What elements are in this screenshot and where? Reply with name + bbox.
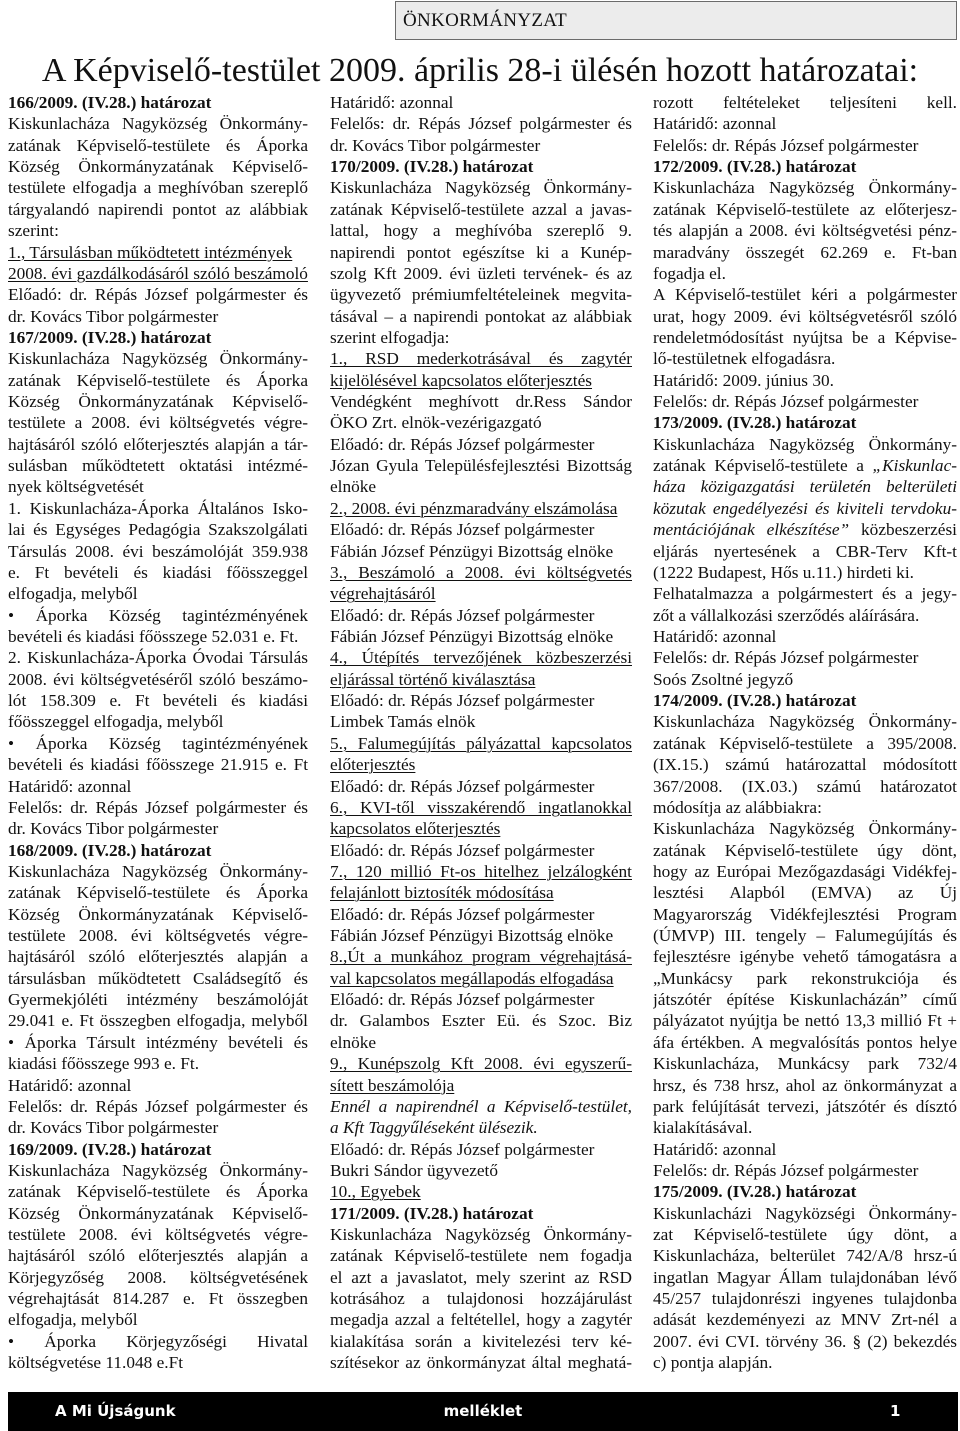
text-line: Határidő: azonnal xyxy=(653,626,777,646)
text-line: c) pontja alapján. xyxy=(653,1353,773,1373)
text-line: zatának Képviselő-testülete és Áporka xyxy=(8,1182,308,1202)
agenda-item-line: 10., Egyebek xyxy=(330,1182,421,1202)
text-line: Felelős: dr. Répás József polgármester és xyxy=(330,114,632,134)
text-line: Kiskunlacháza, belterület 742/A/8 hrsz-ú xyxy=(653,1246,957,1266)
resolution-heading: 168/2009. (IV.28.) határozat xyxy=(8,840,212,860)
text-line: Határidő: azonnal xyxy=(653,114,777,134)
text-line: dr. Galambos Eszter Eü. és Szoc. Biz xyxy=(330,1011,632,1031)
text-line: zat Képviselő-testülete úgy dönt, a xyxy=(653,1225,957,1245)
text-line: zatának Képviselő-testülete nem fogadja xyxy=(330,1246,632,1266)
text-line: Felhatalmazza a polgármestert és a jegy- xyxy=(653,584,957,604)
text-line: megadja azzal a feltétellel, hogy a zagytér xyxy=(330,1310,632,1330)
agenda-item-line: 7., 120 millió Ft-os hitelhez jelzálogként xyxy=(330,861,632,881)
resolution-heading: 169/2009. (IV.28.) határozat xyxy=(8,1139,212,1159)
text-line: kialakításával. xyxy=(653,1118,753,1138)
text-line: Előadó: dr. Répás József polgármester xyxy=(330,605,595,625)
text-line: zatának Képviselő-testülete azzal a javas- xyxy=(330,199,632,219)
text-line: bevételi és kiadási főösszege 52.031 e. Ft. xyxy=(8,626,299,646)
text-line: tárgyalandó napirendi pontot az alábbiak xyxy=(8,199,308,219)
text-line: szolg Kft 2009. évi üzleti tervének- és az xyxy=(330,263,632,283)
agenda-item-line: felajánlott biztosíték módosítása xyxy=(330,883,554,903)
text-line: Község Önkormányzatának Képviselő- xyxy=(8,904,308,924)
text-line: közutak engedélyezési és kiviteli tervdoku- xyxy=(653,498,957,518)
text-segment: mentációjának elkészítése” xyxy=(653,520,850,540)
text-line: Józan Gyula Településfejlesztési Bizottság xyxy=(330,456,632,476)
text-line: hajtásáról szóló előterjesztés alapján a xyxy=(8,947,308,967)
agenda-item-line: 9., Kunépszolg Kft 2008. évi egyszerű- xyxy=(330,1054,632,1074)
text-line: zatának Képviselő-testülete a 395/2008. xyxy=(653,733,957,753)
text-line: hajtásáról szóló előterjesztés alapján a tár- xyxy=(8,434,308,454)
agenda-item-line: 2., 2008. évi pénzmaradvány elszámolása xyxy=(330,498,618,518)
resolution-heading: 171/2009. (IV.28.) határozat xyxy=(330,1203,534,1223)
text-line: dr. Kovács Tibor polgármester xyxy=(8,306,219,326)
text-segment: közbeszerzési xyxy=(849,520,957,540)
text-line: ügyvezető prémiumfeltételeinek megvita- xyxy=(330,285,632,305)
text-line: Község Önkormányzatának Képviselő- xyxy=(8,1203,308,1223)
text-line: Előadó: dr. Répás József polgármester xyxy=(330,904,595,924)
resolution-heading: 167/2009. (IV.28.) határozat xyxy=(8,327,212,347)
text-line: Ennél a napirendnél a Képviselő-testület, xyxy=(330,1096,632,1116)
text-line: eljárás nyertesének a CBR-Terv Kft-t xyxy=(653,541,957,561)
column-3 xyxy=(653,92,957,1374)
text-line: • Áporka Körjegyzőségi Hivatal xyxy=(8,1331,308,1351)
agenda-item-line: 8.,Út a munkához program végrehajtásá- xyxy=(330,947,632,967)
text-line: Körjegyzőség 2008. költségvetésének xyxy=(8,1267,308,1287)
text-line: Felelős: dr. Répás József polgármester xyxy=(653,648,919,668)
column-1 xyxy=(8,92,308,1374)
text-line: zatának Képviselő-testülete és Áporka xyxy=(8,883,308,903)
page-title: A Képviselő-testület 2009. április 28-i ülésén hozott határozatai: xyxy=(41,52,919,89)
text-line: végrehajtását 814.287 e. Ft összegben xyxy=(8,1289,308,1309)
text-line: „Munkácsy park rekonstrukciója és xyxy=(653,968,957,988)
supplement-label: melléklet xyxy=(443,1402,523,1420)
text-line: Határidő: 2009. június 30. xyxy=(653,370,834,390)
text-line: Község Önkormányzatának Képviselő- xyxy=(8,392,308,412)
text-line: Magyarország Vidékfejlesztési Program xyxy=(653,904,957,924)
text-line: dr. Kovács Tibor polgármester xyxy=(330,135,541,155)
text-line: főösszeggel elfogadja, melyből xyxy=(8,712,224,732)
text-line: Kiskunlacháza, Munkácsy park 732/4 xyxy=(653,1054,957,1074)
text-line: Soós Zsoltné jegyző xyxy=(653,669,794,689)
text-line: Felelős: dr. Répás József polgármester xyxy=(653,135,919,155)
text-line: Kiskunlacháza Nagyközség Önkormány- xyxy=(8,861,308,881)
text-line: 29.041 e. Ft összegben elfogadja, melyből xyxy=(8,1011,308,1031)
text-line: adását kezdeményezi az MNV Zrt-nél a xyxy=(653,1310,957,1330)
text-line: zatának Képviselő-testülete és Áporka xyxy=(8,370,308,390)
text-line: Kiskunlacháza Nagyközség Önkormány- xyxy=(653,434,957,454)
text-line: • Áporka Község tagintézményének xyxy=(8,605,308,625)
text-line: zatának Képviselő-testülete úgy dönt, xyxy=(653,840,957,860)
text-line: kiadási főösszege 993 e. Ft. xyxy=(8,1054,200,1074)
text-line: Kiskunlacháza Nagyközség Önkormány- xyxy=(653,819,957,839)
text-line: Előadó: dr. Répás József polgármester xyxy=(330,840,595,860)
text-line: urat, hogy 2009. évi költségvetésről szóló xyxy=(653,306,957,326)
text-line: Fábián József Pénzügyi Bizottság elnöke xyxy=(330,626,614,646)
text-line: rozott feltételeket teljesíteni kell. xyxy=(653,93,957,112)
text-line: Fábián József Pénzügyi Bizottság elnöke xyxy=(330,926,614,946)
text-segment: zatának Képviselő-testülete a xyxy=(653,456,873,476)
text-line: lesztési Alapból (EMVA) az Új xyxy=(653,883,957,903)
agenda-item-line: 2008. évi gazdálkodásáról szóló beszámoló xyxy=(8,263,308,283)
text-line: testülete a 2008. évi költségvetés végre- xyxy=(8,413,308,433)
text-line: hrsz, és 738 hrsz, ahol az önkormányzat a xyxy=(653,1075,957,1095)
text-line: Kiskunlacháza Nagyközség Önkormány- xyxy=(653,178,957,198)
text-line: Előadó: dr. Répás József polgármester xyxy=(330,520,595,540)
text-line: dr. Kovács Tibor polgármester xyxy=(8,819,219,839)
text-line: háza közigazgatási területén belterületi xyxy=(653,477,957,497)
text-line: Vendégként meghívott dr.Ress Sándor xyxy=(330,392,632,412)
text-line: Bukri Sándor ügyvezető xyxy=(330,1160,498,1180)
text-line: 367/2008. (IX.03.) számú határozatot xyxy=(653,776,957,796)
resolution-heading: 172/2009. (IV.28.) határozat xyxy=(653,157,857,177)
text-line: költségvetése 11.048 e.Ft xyxy=(8,1353,184,1373)
text-line: elfogadja, melyből xyxy=(8,1310,138,1330)
page-number: 1 xyxy=(890,1402,901,1420)
text-line: Kiskunlacháza Nagyközség Önkormány- xyxy=(330,1225,632,1245)
text-line: szerint: xyxy=(8,221,59,241)
text-line: • Áporka Társult intézmény bevételi és xyxy=(8,1032,308,1052)
resolution-heading: 170/2009. (IV.28.) határozat xyxy=(330,157,534,177)
resolution-heading: 175/2009. (IV.28.) határozat xyxy=(653,1182,857,1202)
text-line: fejlesztésre igénybe vehető támogatásra a xyxy=(653,947,957,967)
text-line: Gyermekjóléti intézmény beszámolóját xyxy=(8,990,308,1010)
text-segment: „Kiskunlac- xyxy=(872,456,957,476)
column-2 xyxy=(330,92,632,1374)
text-line: Határidő: azonnal xyxy=(653,1139,777,1159)
text-line: (IX.15.) számú határozattal módosított xyxy=(653,755,957,775)
text-line: 2. Kiskunlacháza-Áporka Óvodai Társulás xyxy=(8,648,308,668)
text-line: ingatlan Magyar Állam tulajdonában lévő xyxy=(653,1267,957,1287)
text-line: Kiskunlacháza Nagyközség Önkormány- xyxy=(8,349,308,369)
text-line: társulásban működtetett Családsegítő és xyxy=(8,968,308,988)
text-line: e. Ft bevételi és kiadási főösszeggel xyxy=(8,562,308,582)
text-line: Határidő: azonnal xyxy=(8,1075,132,1095)
text-line: lattal, hogy a meghívóba szereplő 9. xyxy=(330,221,632,241)
text-line: zőt a vállalkozási szerződés aláírására. xyxy=(653,605,920,625)
text-line: maradvány összegét 62.269 e. Ft-ban xyxy=(653,242,957,262)
agenda-item-line: 3., Beszámoló a 2008. évi költségvetés xyxy=(330,562,632,582)
text-line: hajtásáról szóló előterjesztés alapján a xyxy=(8,1246,308,1266)
text-line: módosítja az alábbiakra: xyxy=(653,797,822,817)
text-line xyxy=(653,455,957,476)
text-line: Előadó: dr. Répás József polgármester xyxy=(330,1139,595,1159)
text-line: tásával – a napirendi pontokat az alábbiak xyxy=(330,306,632,326)
text-line: testülete 2008. évi költségvetés végre- xyxy=(8,1225,308,1245)
text-line: Kiskunlacháza Nagyközség Önkormány- xyxy=(653,712,957,732)
text-line: testülete elfogadja a meghívóban szereplő xyxy=(8,178,308,198)
text-line: elnöke xyxy=(330,1032,377,1052)
text-line: játszótér építése Kiskunlacházán” című xyxy=(653,990,957,1010)
text-line: zatának Képviselő-testülete az előterjesz- xyxy=(653,199,957,219)
text-line: Felelős: dr. Répás József polgármester és xyxy=(8,797,308,817)
text-line: park felújítását tervezi, játszótér és dísztó xyxy=(653,1096,957,1116)
text-line: napirendi pontot egészítse ki a Kunép- xyxy=(330,242,632,262)
text-line: A Képviselő-testület kéri a polgármester xyxy=(653,285,957,305)
resolution-heading: 166/2009. (IV.28.) határozat xyxy=(8,93,212,112)
text-line: szerint elfogadja: xyxy=(330,327,450,347)
agenda-item-line: 5., Falumegújítás pályázattal kapcsolatos xyxy=(330,733,632,753)
text-line: hogy az Európai Mezőgazdasági Vidékfej- xyxy=(653,861,957,881)
text-line xyxy=(653,519,957,540)
text-line: a Kft Taggyűléseként ülésezik. xyxy=(330,1118,538,1138)
text-line: Előadó: dr. Répás József polgármester xyxy=(330,776,595,796)
agenda-item-line: végrehajtásáról xyxy=(330,584,436,604)
text-line: Társulás 2008. évi beszámolóját 359.938 xyxy=(8,541,308,561)
text-line: 2008. évi költségvetéséről szóló beszámo- xyxy=(8,669,308,689)
text-line: Határidő: azonnal xyxy=(8,776,132,796)
resolution-heading: 173/2009. (IV.28.) határozat xyxy=(653,413,857,433)
text-line: pályázatot nyújtja be nettó 13,3 millió Ft + xyxy=(653,1011,957,1031)
text-line: Felelős: dr. Répás József polgármester xyxy=(653,392,919,412)
publication-name: A Mi Újságunk xyxy=(55,1402,176,1420)
text-line: kotrásához a tulajdonosi hozzájárulást xyxy=(330,1289,632,1309)
page-footer xyxy=(8,1392,958,1431)
agenda-item-line: 1., RSD mederkotrásával és zagytér xyxy=(330,349,632,369)
agenda-item-line: kapcsolatos előterjesztés xyxy=(330,819,501,839)
section-banner xyxy=(395,1,957,40)
text-line: tés alapján a 2008. évi költségvetési pénz- xyxy=(653,221,957,241)
text-line: zatának Képviselő-testülete és Áporka xyxy=(8,135,308,155)
text-line: dr. Kovács Tibor polgármester xyxy=(8,1118,219,1138)
text-line: Község Önkormányzatának Képviselő- xyxy=(8,157,308,177)
text-line: rendeletmódosítást nyújtsa be a Képvise- xyxy=(653,327,957,347)
text-line: ÖKO Zrt. elnök-vezérigazgató xyxy=(330,413,542,433)
text-line: áfa értékben. A megvalósítás pontos helye xyxy=(653,1032,957,1052)
resolution-heading: 174/2009. (IV.28.) határozat xyxy=(653,691,857,711)
text-line: Fábián József Pénzügyi Bizottság elnöke xyxy=(330,541,614,561)
text-line: Előadó: dr. Répás József polgármester és xyxy=(8,285,308,305)
text-line: elnöke xyxy=(330,477,377,497)
text-line: bevételi és kiadási főösszege 21.915 e. Ft xyxy=(8,755,308,775)
text-line: • Áporka Község tagintézményének xyxy=(8,733,308,753)
text-line: sulásban működtetett oktatási intézmé- xyxy=(8,456,308,476)
text-line: (1222 Budapest, Hős u.11.) hirdeti ki. xyxy=(653,562,914,582)
text-line: elfogadja, melyből xyxy=(8,584,138,604)
text-line: lő-testületnek elfogadásra. xyxy=(653,349,836,369)
agenda-item-line: 1., Társulásban működtetett intézmények xyxy=(8,242,293,262)
text-line: Előadó: dr. Répás József polgármester xyxy=(330,990,595,1010)
text-line: Határidő: azonnal xyxy=(330,93,454,112)
text-line: lai és Egységes Pedagógia Szakszolgálati xyxy=(8,520,308,540)
text-line: testülete 2008. évi költségvetés végre- xyxy=(8,926,308,946)
agenda-item-line: val kapcsolatos megállapodás elfogadása xyxy=(330,968,614,988)
agenda-item-line: 6., KVI-től visszakérendő ingatlanokkal xyxy=(330,797,632,817)
text-line: 2007. évi CVI. törvény 36. § (2) bekezdés xyxy=(653,1331,957,1351)
agenda-item-line: előterjesztés xyxy=(330,755,416,775)
text-line: lót 158.309 e. Ft bevételi és kiadási xyxy=(8,691,308,711)
agenda-item-line: 4., Útépítés tervezőjének közbeszerzési xyxy=(330,648,632,668)
text-line: Előadó: dr. Répás József polgármester xyxy=(330,434,595,454)
text-line: Kiskunlacháza Nagyközség Önkormány- xyxy=(8,1160,308,1180)
text-line: 45/257 tulajdonrészi ingyenes tulajdonba xyxy=(653,1289,957,1309)
text-line: (ÚMVP) III. tengely – Falumegújítás és xyxy=(653,926,957,946)
text-line: fogadja el. xyxy=(653,263,726,283)
text-line: Limbek Tamás elnök xyxy=(330,712,476,732)
section-label: ÖNKORMÁNYZAT xyxy=(403,10,568,31)
text-line: nyek költségvetését xyxy=(8,477,144,497)
agenda-item-line: sített beszámolója xyxy=(330,1075,455,1095)
text-line: Felelős: dr. Répás József polgármester xyxy=(653,1160,919,1180)
agenda-item-line: kijelölésével kapcsolatos előterjesztés xyxy=(330,370,593,390)
text-line: Előadó: dr. Répás József polgármester xyxy=(330,691,595,711)
agenda-item-line: eljárással történő kiválasztása xyxy=(330,669,536,689)
text-line: szítésekor az önkormányzat által meghatá- xyxy=(330,1353,632,1373)
text-line: Kiskunlacházi Nagyközségi Önkormány- xyxy=(653,1203,957,1223)
text-line: Kiskunlacháza Nagyközség Önkormány- xyxy=(8,114,308,134)
text-line: 1. Kiskunlacháza-Áporka Általános Isko- xyxy=(8,498,308,518)
text-line: kialakítása során a kivitelezési terv ké- xyxy=(330,1331,632,1351)
text-line: el azt a javaslatot, mely szerint az RSD xyxy=(330,1267,632,1287)
text-line: Kiskunlacháza Nagyközség Önkormány- xyxy=(330,178,632,198)
text-line: Felelős: dr. Répás József polgármester és xyxy=(8,1096,308,1116)
